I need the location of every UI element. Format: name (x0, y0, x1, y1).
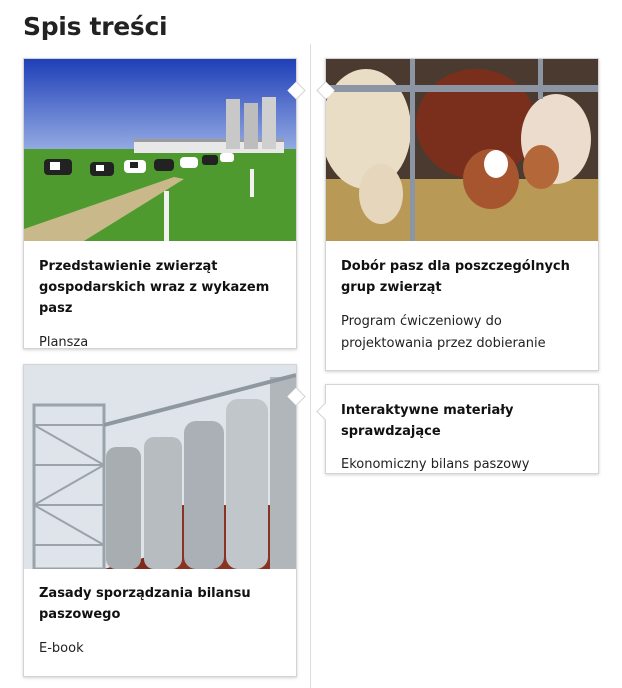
card-title: Zasady sporządzania bilansu paszowego (39, 586, 251, 622)
card-type: Program ćwiczeniowy do projektowania przez dobieranie (341, 314, 546, 351)
card-type: Ekonomiczny bilans paszowy (341, 457, 530, 472)
timeline-line (310, 44, 311, 688)
card-title: Przedstawienie zwierząt gospodarskich wraz z wykazem pasz (39, 259, 270, 316)
grain-silos-image (24, 365, 296, 569)
card-title: Dobór pasz dla poszczególnych grup zwierząt (341, 259, 570, 295)
card-livestock-overview[interactable] (23, 58, 297, 349)
cows-in-pasture-image (24, 59, 296, 241)
card-type: Plansza (39, 335, 89, 350)
card-feed-selection[interactable] (325, 58, 599, 371)
card-interactive-tests[interactable] (325, 384, 599, 474)
card-feed-balance-rules[interactable] (23, 364, 297, 677)
card-title: Interaktywne materiały sprawdzające (341, 403, 514, 439)
cattle-feeding-image (326, 59, 598, 241)
page-title: Spis treści (23, 12, 168, 41)
card-type: E-book (39, 641, 84, 656)
